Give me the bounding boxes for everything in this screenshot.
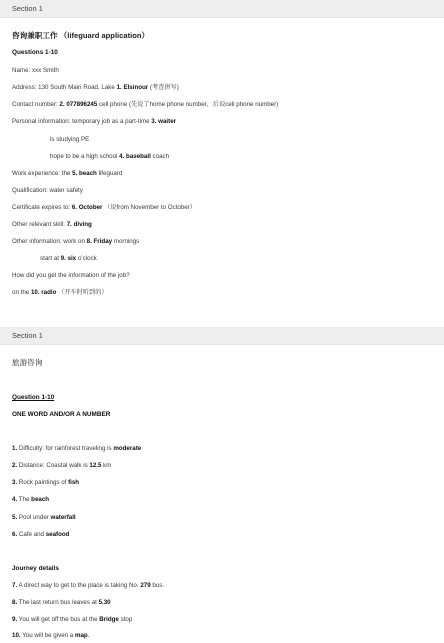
list-item: 1. Difficulty: for rainforest traveling is moderate (12, 445, 142, 452)
list-item: 4. The beach (12, 496, 50, 503)
section-label: Section 1 (12, 4, 43, 13)
list-item: 5. Pool under waterfall (12, 514, 76, 521)
list-item: 2. Distance: Coastal walk is 12.5 km (12, 462, 112, 469)
list-item: 7. A direct way to get to the place is taking No. 279 bus. (12, 582, 165, 589)
answer-line: Other relevant skill: 7. diving (12, 221, 92, 228)
instruction: ONE WORD AND/OR A NUMBER (12, 411, 111, 418)
answer-line: is studying PE (50, 136, 90, 143)
answer-line: Work experience: the 5. beach lifeguard (12, 170, 123, 177)
list-item: 6. Cafe and seafood (12, 531, 70, 538)
question-heading: Question 1-10 (12, 394, 55, 401)
list-item: 10. You will be given a map. (12, 632, 90, 639)
answer-line: start at 9. six o’clock (40, 255, 97, 262)
answer-line: Address: 130 South Main Road, Lake 1. Elsinour (考查拼写) (12, 84, 179, 91)
answer-line: Personal information: temporary job as a part-time 3. waiter (12, 118, 177, 125)
list-item: 3. Rock paintings of fish (12, 479, 80, 486)
questions-heading: Questions 1-10 (12, 49, 58, 56)
section-header-2 (0, 327, 444, 345)
answer-line: on the 10. radio （开车时听到的） (12, 289, 108, 296)
list-item: 9. You will get off the bus at the Bridge stop (12, 616, 133, 623)
answer-line: Name: xxx Smith (12, 67, 59, 74)
answer-line: How did you get the information of the job? (12, 272, 130, 279)
part1-title: 咨询兼职工作 （lifeguard application） (12, 31, 150, 40)
section-header-1 (0, 0, 444, 18)
journey-heading: Journey details (12, 565, 59, 572)
answer-line: Other information: work on 8. Friday mornings (12, 238, 140, 245)
answer-line: Certificate expires to: 6. October （说from November to October） (12, 204, 196, 211)
answer-line: Qualification: water safety (12, 187, 83, 194)
list-item: 8. The last return bus leaves at 5.30 (12, 599, 111, 606)
section-label: Section 1 (12, 331, 43, 340)
answer-line: Contact number: 2. 077896245 cell phone (先说了home phone number，后说cell phone number) (12, 101, 279, 108)
answer-line: hope to be a high school 4. baseball coach (50, 153, 170, 160)
part2-title: 旅游咨询 (12, 358, 43, 367)
